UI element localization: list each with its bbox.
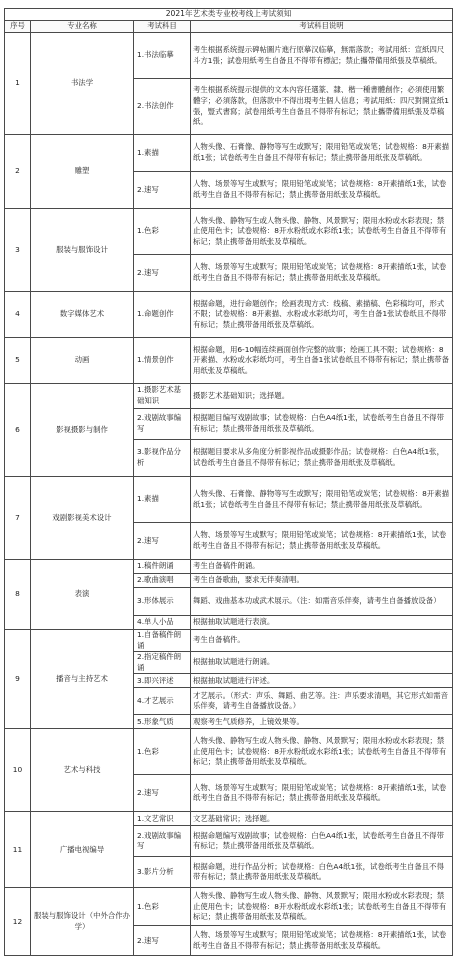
exam-description: 观察考生气质修养，上镜效果等。 <box>191 715 453 729</box>
row-number: 3 <box>5 209 31 292</box>
exam-subject: 1.素描 <box>134 135 191 172</box>
exam-subject: 4.才艺展示 <box>134 688 191 715</box>
exam-description: 根据抽取试题进行表演。 <box>191 616 453 630</box>
exam-subject: 1.稿件朗诵 <box>134 560 191 574</box>
exam-description: 根据题目要求从多角度分析影视作品或摄影作品；试卷规格：白色A4纸1张，试卷纸考生自备且不得带有标记；禁止携带备用纸张及草稿纸。 <box>191 440 453 477</box>
exam-description: 人物、场景等写生或默写；限用铅笔或炭笔；试卷规格：8开素描纸1张，试卷纸考生自备且不得带有标记；禁止携带备用纸张及草稿纸。 <box>191 926 453 956</box>
row-number: 7 <box>5 477 31 560</box>
major-name: 服装与服饰设计 <box>31 209 134 292</box>
table-row <box>5 888 453 926</box>
exam-description: 根据题目编写戏剧故事；试卷规格：白色A4纸1张，试卷纸考生自备且不得带有标记；禁止携带备用纸张及草稿纸。 <box>191 409 453 440</box>
row-number: 4 <box>5 292 31 338</box>
header-subject: 考试科目 <box>134 21 191 33</box>
exam-subject: 1.色彩 <box>134 209 191 255</box>
exam-subject: 2.速写 <box>134 172 191 209</box>
exam-subject: 1.文艺常识 <box>134 812 191 826</box>
exam-description: 考生根据系统提示碑帖圖片進行原摹汉临摹，無需落款；考試用紙：宣紙四尺斗方1張；試卷用紙考生自备且不得带有標記；禁止攜帶備用紙張及草稿紙。 <box>191 33 453 79</box>
exam-description: 人物、场景等写生或默写；限用铅笔或炭笔；试卷规格：8开素描纸1张，试卷纸考生自备且不得带有标记；禁止携带备用纸张及草稿纸。 <box>191 775 453 812</box>
header-description: 考试科目说明 <box>191 21 453 33</box>
exam-subject: 2.书法创作 <box>134 79 191 135</box>
row-number: 1 <box>5 33 31 135</box>
exam-description: 根据抽取试题进行朗诵。 <box>191 652 453 674</box>
exam-subject: 1.摄影艺术基础知识 <box>134 384 191 409</box>
header-row <box>5 21 453 33</box>
exam-notice-table <box>4 8 453 956</box>
major-name: 数字媒体艺术 <box>31 292 134 338</box>
table-row <box>5 560 453 574</box>
exam-description: 文艺基础常识；选择题。 <box>191 812 453 826</box>
exam-subject: 2.歌曲演唱 <box>134 574 191 588</box>
major-name: 广播电视编导 <box>31 812 134 888</box>
exam-subject: 5.形象气质 <box>134 715 191 729</box>
row-number: 8 <box>5 560 31 630</box>
exam-subject: 2.戏剧故事编写 <box>134 409 191 440</box>
table-row <box>5 812 453 826</box>
table-row <box>5 292 453 338</box>
major-name: 服装与服饰设计（中外合作办学） <box>31 888 134 956</box>
table-row <box>5 384 453 409</box>
exam-subject: 2.速写 <box>134 255 191 292</box>
exam-subject: 1.情景创作 <box>134 338 191 384</box>
exam-description: 考生自备稿件。 <box>191 630 453 652</box>
major-name: 艺术与科技 <box>31 729 134 812</box>
exam-description: 舞蹈、戏曲基本功或武术展示。（注：如需音乐伴奏，请考生自备播放设备） <box>191 588 453 616</box>
exam-description: 人物头像、静物写生或人物头像、静物、风景默写；限用水粉或水彩表现；禁止使用色卡；试卷规格：8开水粉纸或水彩纸1张；试卷纸考生自备且不得带有标记；禁止携带备用纸张及草稿纸。 <box>191 888 453 926</box>
exam-description: 人物头像、石膏像、静物等写生或默写；限用铅笔或炭笔；试卷规格：8开素描纸1张；试卷纸考生自备且不得带有标记；禁止携带备用纸张及草稿纸。 <box>191 135 453 172</box>
exam-subject: 2.速写 <box>134 926 191 956</box>
header-number: 序号 <box>5 21 31 33</box>
row-number: 6 <box>5 384 31 477</box>
exam-description: 根据抽取试题进行评述。 <box>191 674 453 688</box>
exam-subject: 1.自备稿件朗诵 <box>134 630 191 652</box>
exam-subject: 1.色彩 <box>134 888 191 926</box>
exam-subject: 3.即兴评述 <box>134 674 191 688</box>
table-body <box>5 33 453 956</box>
exam-description: 人物头像、静物写生或人物头像、静物、风景默写；限用水粉或水彩表现；禁止使用色卡；试卷规格：8开水粉纸或水彩纸1张；试卷纸考生自备且不得带有标记；禁止携带备用纸张及草稿纸。 <box>191 729 453 775</box>
exam-description: 考生自备歌曲，要求无伴奏清唱。 <box>191 574 453 588</box>
row-number: 2 <box>5 135 31 209</box>
exam-subject: 2.戏剧故事编写 <box>134 826 191 857</box>
exam-subject: 2.速写 <box>134 523 191 560</box>
table-row <box>5 33 453 79</box>
table-title: 2021年艺术类专业校考线上考试须知 <box>5 9 453 21</box>
major-name: 影视摄影与制作 <box>31 384 134 477</box>
exam-subject: 2.指定稿件朗诵 <box>134 652 191 674</box>
exam-description: 才艺展示。（形式：声乐、舞蹈、曲艺等。注：声乐要求清唱，其它形式如需音乐伴奏，请考生自备播放设备。） <box>191 688 453 715</box>
title-row <box>5 9 453 21</box>
exam-description: 根据命题编写戏剧故事；试卷规格：白色A4纸1张，试卷纸考生自备且不得带有标记；禁止携带备用纸张及草稿纸。 <box>191 826 453 857</box>
row-number: 11 <box>5 812 31 888</box>
exam-subject: 3.形体展示 <box>134 588 191 616</box>
exam-description: 人物、场景等写生或默写；限用铅笔或炭笔；试卷规格：8开素描纸1张，试卷纸考生自备且不得带有标记；禁止携带备用纸张及草稿纸。 <box>191 255 453 292</box>
table-row <box>5 338 453 384</box>
exam-description: 考生根据系统提示提供的文本內容任選篆、隸、楷一種書體創作；必須使用繁體字；必須落款，但落款中不得出現考生個人信息；考試用紙：四尺對開宣紙1張，豎式書寫；試卷用紙考生自备且不得带有标记；禁止攜帶備用紙張及草稿紙。 <box>191 79 453 135</box>
major-name: 表演 <box>31 560 134 630</box>
table-row <box>5 729 453 775</box>
exam-subject: 3.影片分析 <box>134 857 191 888</box>
row-number: 5 <box>5 338 31 384</box>
exam-description: 人物、场景等写生或默写；限用铅笔或炭笔；试卷规格：8开素描纸1张，试卷纸考生自备且不得带有标记；禁止携带备用纸张及草稿纸。 <box>191 523 453 560</box>
exam-description: 摄影艺术基础知识；选择题。 <box>191 384 453 409</box>
exam-subject: 1.素描 <box>134 477 191 523</box>
exam-description: 根据命题，进行作品分析；试卷规格：白色A4纸1张，试卷纸考生自备且不得带有标记；禁止携带备用纸张及草稿纸。 <box>191 857 453 888</box>
major-name: 书法学 <box>31 33 134 135</box>
exam-subject: 4.单人小品 <box>134 616 191 630</box>
exam-description: 人物、场景等写生或默写；限用铅笔或炭笔；试卷规格：8开素描纸1张，试卷纸考生自备且不得带有标记；禁止携带备用纸张及草稿纸。 <box>191 172 453 209</box>
major-name: 动画 <box>31 338 134 384</box>
exam-description: 根据命题，用6-10幅连续画面创作完整的故事；绘画工具不限；试卷规格：8开素描、水粉或水彩纸均可，考生自备1张试卷纸且不得带有标记；禁止携带备用纸张及草稿纸。 <box>191 338 453 384</box>
row-number: 9 <box>5 630 31 729</box>
exam-description: 考生自备稿件朗诵。 <box>191 560 453 574</box>
table-row <box>5 630 453 652</box>
exam-subject: 3.影视作品分析 <box>134 440 191 477</box>
header-major: 专业名称 <box>31 21 134 33</box>
exam-subject: 1.色彩 <box>134 729 191 775</box>
exam-description: 人物头像、静物写生或人物头像、静物、风景默写；限用水粉或水彩表现；禁止使用色卡；试卷规格：8开水粉纸或水彩纸1张；试卷纸考生自备且不得带有标记；禁止携带备用纸张及草稿纸。 <box>191 209 453 255</box>
exam-description: 根据命题，进行命题创作；绘画表现方式：线稿、素描稿、色彩稿均可，形式不限；试卷规格：8开素描、水粉或水彩纸均可，考生自备1张试卷纸且不得带有标记；禁止携带备用纸张及草稿纸。 <box>191 292 453 338</box>
row-number: 12 <box>5 888 31 956</box>
table-row <box>5 135 453 172</box>
row-number: 10 <box>5 729 31 812</box>
table-row <box>5 209 453 255</box>
exam-description: 人物头像、石膏像、静物等写生或默写；限用铅笔或炭笔；试卷规格：8开素描纸1张；试卷纸考生自备且不得带有标记；禁止携带备用纸张及草稿纸。 <box>191 477 453 523</box>
major-name: 戏剧影视美术设计 <box>31 477 134 560</box>
table-row <box>5 477 453 523</box>
major-name: 雕塑 <box>31 135 134 209</box>
exam-subject: 2.速写 <box>134 775 191 812</box>
major-name: 播音与主持艺术 <box>31 630 134 729</box>
exam-subject: 1.命题创作 <box>134 292 191 338</box>
exam-subject: 1.书法临摹 <box>134 33 191 79</box>
